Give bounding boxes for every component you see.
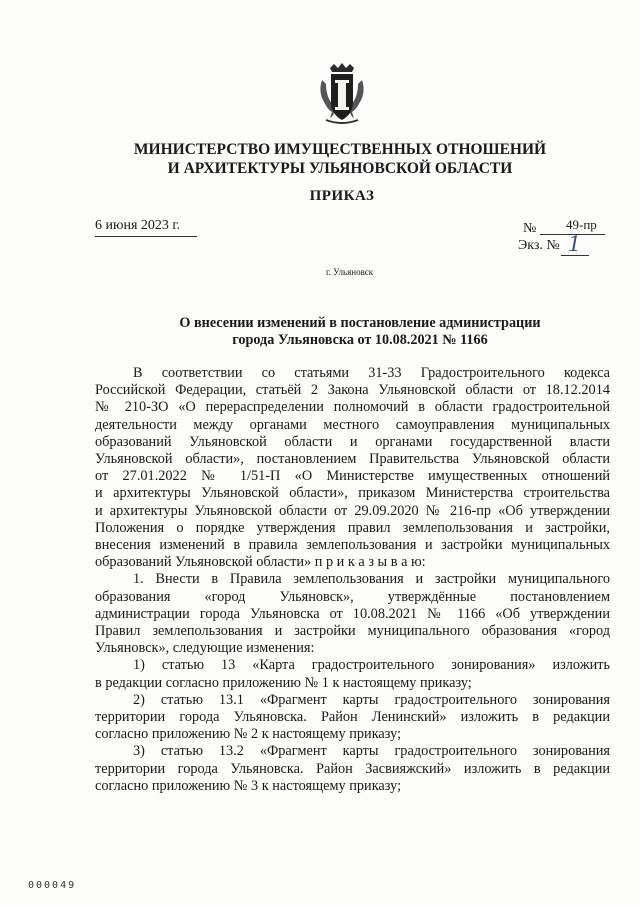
copy-number: 1 (568, 231, 580, 257)
body-line: администрации города Ульяновска от 10.08.2021 № 1166 «Об утверждении (95, 605, 610, 622)
body-line: Ульяновск», следующие изменения: (95, 640, 315, 657)
body-line: 3) статью 13.2 «Фрагмент карты градостроительного зонирования (133, 743, 610, 760)
body-line: согласно приложению № 2 к настоящему приказу; (95, 726, 402, 743)
body-line: территории города Ульяновска. Район Засвияжский» изложить в редакции (95, 760, 610, 777)
ministry-name (60, 140, 620, 178)
body-line: и архитектуры Ульяновской области», приказом Министерства строительства (95, 485, 610, 502)
city-name: г. Ульяновск (326, 267, 374, 277)
body-line: и архитектуры Ульяновской области от 29.09.2020 № 216-пр «Об утверждении (95, 502, 610, 519)
subject-line: О внесении изменений в постановление администрации (179, 315, 541, 331)
body-line: от 27.01.2022 № 1/51-П «О Министерстве имущественных отношений (95, 468, 610, 485)
ministry-line: И АРХИТЕКТУРЫ УЛЬЯНОВСКОЙ ОБЛАСТИ (167, 160, 513, 177)
ulyanovsk-coat-of-arms-icon (318, 62, 366, 126)
page-serial-stamp: 000049 (28, 880, 77, 891)
order-number: 49-пр (566, 217, 597, 232)
body-line: Положения о порядке утверждения правил землепользования и застройки, (95, 519, 610, 536)
body-line: 2) статью 13.1 «Фрагмент карты градостроительного зонирования (133, 691, 610, 708)
body-line: 1) статью 13 «Карта градостроительного зонирования» изложить (133, 657, 610, 674)
body-line: образований Ульяновской области и органами государственной власти (95, 433, 610, 450)
body-line: внесения изменений в правила землепользования и застройки муниципальных (95, 537, 610, 554)
copy-number-label: Экз. № (518, 238, 560, 253)
body-line: территории города Ульяновска. Район Ленинский» изложить в редакции (95, 709, 610, 726)
body-line: деятельности между органами местного самоуправления муниципальных (95, 416, 610, 433)
order-body (95, 365, 610, 795)
body-line: Российской Федерации, статьёй 2 Закона Ульяновской области от 18.12.2014 (95, 382, 610, 399)
order-number-label: № (523, 221, 537, 236)
body-line: Правил землепользования и застройки муниципального образования «город (95, 623, 610, 640)
body-line: образований Ульяновской области» п р и к а з ы в а ю: (95, 554, 426, 571)
copy-number-underline (561, 255, 589, 256)
body-line: 1. Внести в Правила землепользования и застройки муниципального (133, 571, 610, 588)
body-line: согласно приложению № 3 к настоящему приказу; (95, 777, 402, 794)
document-type: ПРИКАЗ (309, 188, 375, 204)
body-line: образования «город Ульяновск», утверждённые постановлением (95, 588, 610, 605)
body-line: № 210-ЗО «О перераспределении полномочий в области градостроительной (95, 399, 610, 416)
ministry-line: МИНИСТЕРСТВО ИМУЩЕСТВЕННЫХ ОТНОШЕНИЙ (133, 141, 547, 158)
body-line: В соответствии со статьями 31-33 Градостроительного кодекса (133, 365, 610, 381)
order-date: 6 июня 2023 г. (95, 218, 181, 233)
body-line: в редакции согласно приложению № 1 к настоящему приказу; (95, 674, 472, 691)
order-subject (100, 315, 620, 349)
body-line: Ульяновской области», постановлением Правительства Ульяновской области (95, 451, 610, 468)
subject-line: города Ульяновска от 10.08.2021 № 1166 (232, 332, 488, 348)
date-underline (95, 236, 197, 237)
